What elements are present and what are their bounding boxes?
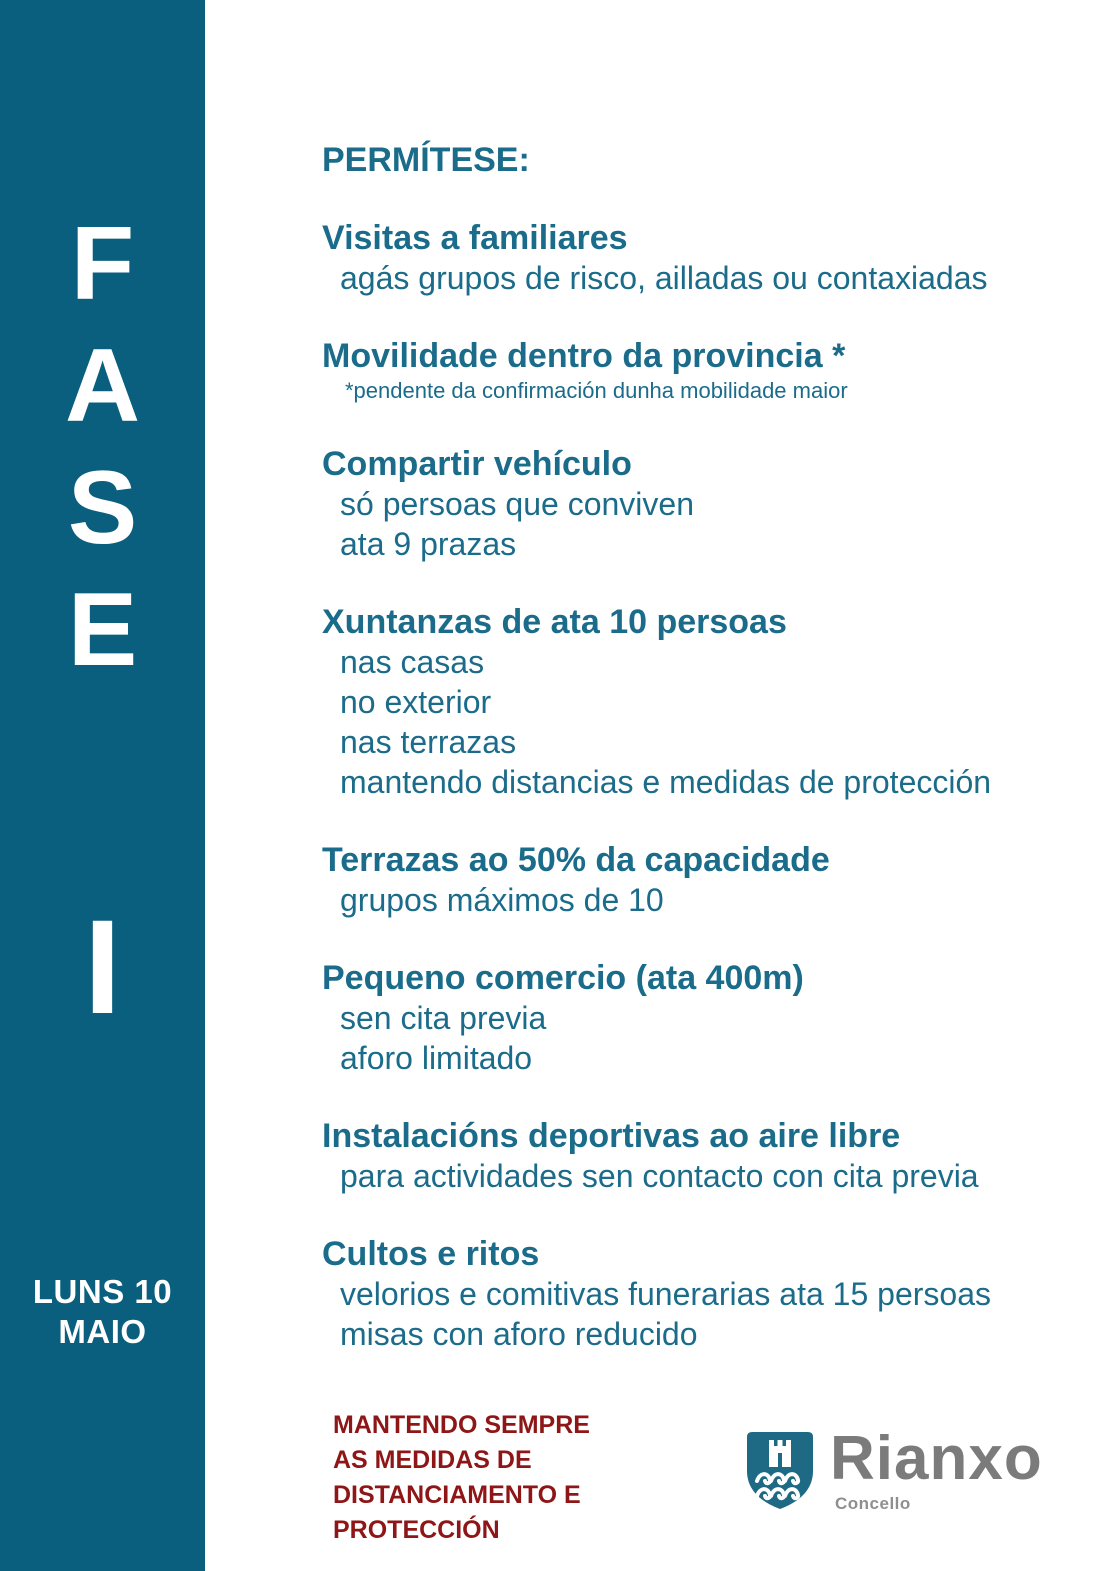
permission-item: nas terrazas	[340, 724, 517, 760]
permission-items	[322, 1274, 1101, 1354]
permission-item: no exterior	[340, 684, 492, 720]
permission-items	[322, 484, 1101, 564]
permission-item: só persoas que conviven	[340, 486, 694, 522]
permission-item: para actividades sen contacto con cita previa	[340, 1158, 979, 1194]
permission-heading: Movilidade dentro da provincia *	[322, 337, 846, 375]
date-line: MAIO	[58, 1313, 147, 1350]
warning-line: PROTECCIÓN	[333, 1516, 500, 1544]
permission-item: misas con aforo reducido	[340, 1316, 698, 1352]
phase-letter: E	[67, 572, 138, 688]
permission-item: velorios e comitivas funerarias ata 15 persoas	[340, 1276, 991, 1312]
phase-word-fase	[0, 203, 205, 691]
warning-text	[333, 1408, 590, 1548]
permission-heading: Instalacións deportivas ao aire libre	[322, 1117, 901, 1155]
concello-rianxo-logo	[745, 1424, 1043, 1514]
permissions-list	[322, 218, 1101, 1354]
warning-line: AS MEDIDAS DE	[333, 1446, 532, 1474]
rianxo-shield-icon	[745, 1430, 815, 1512]
permission-item: ata 9 prazas	[340, 526, 517, 562]
permission-section	[322, 602, 1101, 802]
phase-letter: S	[67, 450, 138, 566]
permission-heading: Cultos e ritos	[322, 1235, 540, 1273]
phase-date	[0, 1272, 205, 1352]
permission-item: grupos máximos de 10	[340, 882, 664, 918]
permission-item: agás grupos de risco, ailladas ou contaxiadas	[340, 260, 988, 296]
phase-letter: A	[64, 328, 141, 444]
warning-line: DISTANCIAMENTO E	[333, 1481, 581, 1509]
permission-item: sen cita previa	[340, 1000, 547, 1036]
logo-text	[830, 1424, 1043, 1514]
permission-heading: Visitas a familiares	[322, 219, 628, 257]
main-content	[205, 0, 1111, 1571]
permission-heading: Terrazas ao 50% da capacidade	[322, 841, 830, 879]
permission-section	[322, 840, 1101, 920]
permission-section	[322, 1116, 1101, 1196]
sidebar	[0, 0, 205, 1571]
permission-item: aforo limitado	[340, 1040, 533, 1076]
logo-wordmark: Rianxo	[830, 1424, 1043, 1493]
date-line: LUNS 10	[32, 1273, 173, 1310]
permission-section	[322, 1234, 1101, 1354]
permission-section	[322, 218, 1101, 298]
phase-number: I	[83, 893, 122, 1042]
page-title: PERMÍTESE:	[322, 141, 530, 179]
permission-items	[322, 1156, 1101, 1196]
warning-line: MANTENDO SEMPRE	[333, 1411, 590, 1439]
permission-items	[322, 642, 1101, 802]
permission-items	[322, 880, 1101, 920]
permission-footnote: *pendente da confirmación dunha mobilidade maior	[345, 378, 848, 403]
permission-items	[322, 998, 1101, 1078]
permission-items	[322, 258, 1101, 298]
permission-item: mantendo distancias e medidas de protección	[340, 764, 992, 800]
logo-subtitle: Concello	[835, 1494, 911, 1513]
permission-heading: Xuntanzas de ata 10 persoas	[322, 603, 787, 641]
phase-letter: F	[70, 206, 135, 322]
permission-section	[322, 958, 1101, 1078]
permission-heading: Pequeno comercio (ata 400m)	[322, 959, 804, 997]
permission-heading: Compartir vehículo	[322, 445, 632, 483]
permission-section	[322, 336, 1101, 406]
permission-item: nas casas	[340, 644, 485, 680]
permission-section	[322, 444, 1101, 564]
